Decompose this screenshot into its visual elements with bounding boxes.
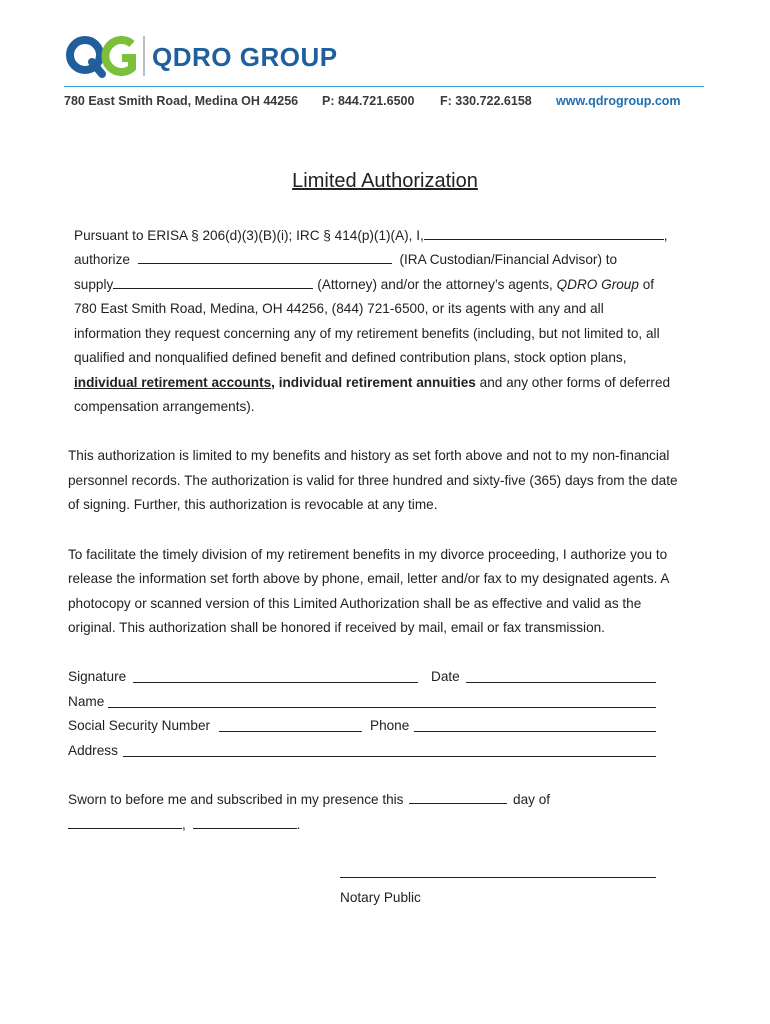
ira-custodian-blank[interactable] [138,250,392,264]
para3-line1: To facilitate the timely division of my retirement benefits in my divorce proceeding, I authorize you to [68,547,668,562]
para3-line3: photocopy or scanned version of this Limited Authorization shall be as effective and valid as the [68,596,642,611]
para1-line1: Pursuant to ERISA § 206(d)(3)(B)(i); IRC § 414(p)(1)(A), I, , [74,228,668,243]
para1-line5: information they request concerning any of my retirement benefits (including, but not limited to, all [74,326,660,341]
sworn-month-blank[interactable] [68,815,182,829]
para1-line6: qualified and nonqualified defined benefit and defined contribution plans, stock option plans, [74,350,627,365]
ssn-label: Social Security Number [68,718,211,733]
para1-line7: individual retirement accounts, individual retirement annuities and any other forms of deferred [74,375,671,390]
para1-line2: authorize (IRA Custodian/Financial Advisor) to [74,252,618,267]
para1-line4: 780 East Smith Road, Medina, OH 44256, (844) 721-6500, or its agents with any and all [74,301,604,316]
name-field[interactable] [108,707,656,708]
company-name: QDRO GROUP [152,42,338,72]
document-title: Limited Authorization [292,170,478,192]
name-blank[interactable] [424,226,664,240]
date-field[interactable] [466,682,656,683]
para1-line8: compensation arrangements). [74,399,255,414]
para3-line2: release the information set forth above by phone, email, letter and/or fax to my designated agents. A [68,571,670,586]
phone-field[interactable] [414,731,656,732]
name-label: Name [68,694,105,709]
para2-line1: This authorization is limited to my benefits and history as set forth above and not to my non-financial [68,448,670,463]
date-label: Date [431,669,460,684]
address-field[interactable] [123,756,656,757]
sworn-year-blank[interactable] [193,815,297,829]
signature-field[interactable] [133,682,418,683]
phone-label: Phone [370,718,410,733]
attorney-blank[interactable] [113,275,313,289]
sworn-date-line: , . [68,813,300,838]
company-phone: P: 844.721.6500 [322,94,415,108]
sworn-day-blank[interactable] [409,790,507,804]
company-address: 780 East Smith Road, Medina OH 44256 [64,94,299,108]
sworn-text: Sworn to before me and subscribed in my presence this day of [68,792,551,807]
ssn-field[interactable] [219,731,362,732]
notary-signature-line[interactable] [340,877,656,878]
para3-line4: original. This authorization shall be honored if received by mail, email or fax transmission. [68,620,605,635]
address-label: Address [68,743,118,758]
notary-public-label: Notary Public [340,890,421,905]
company-fax: F: 330.722.6158 [440,94,532,108]
para2-line3: of signing. Further, this authorization is revocable at any time. [68,497,438,512]
signature-label: Signature [68,669,127,684]
header-divider [64,86,704,87]
company-website[interactable]: www.qdrogroup.com [556,94,681,108]
para2-line2: personnel records. The authorization is valid for three hundred and sixty-five (365) days from the date [68,473,678,488]
para1-line3: supply (Attorney) and/or the attorney’s agents, QDRO Group of [74,277,655,292]
